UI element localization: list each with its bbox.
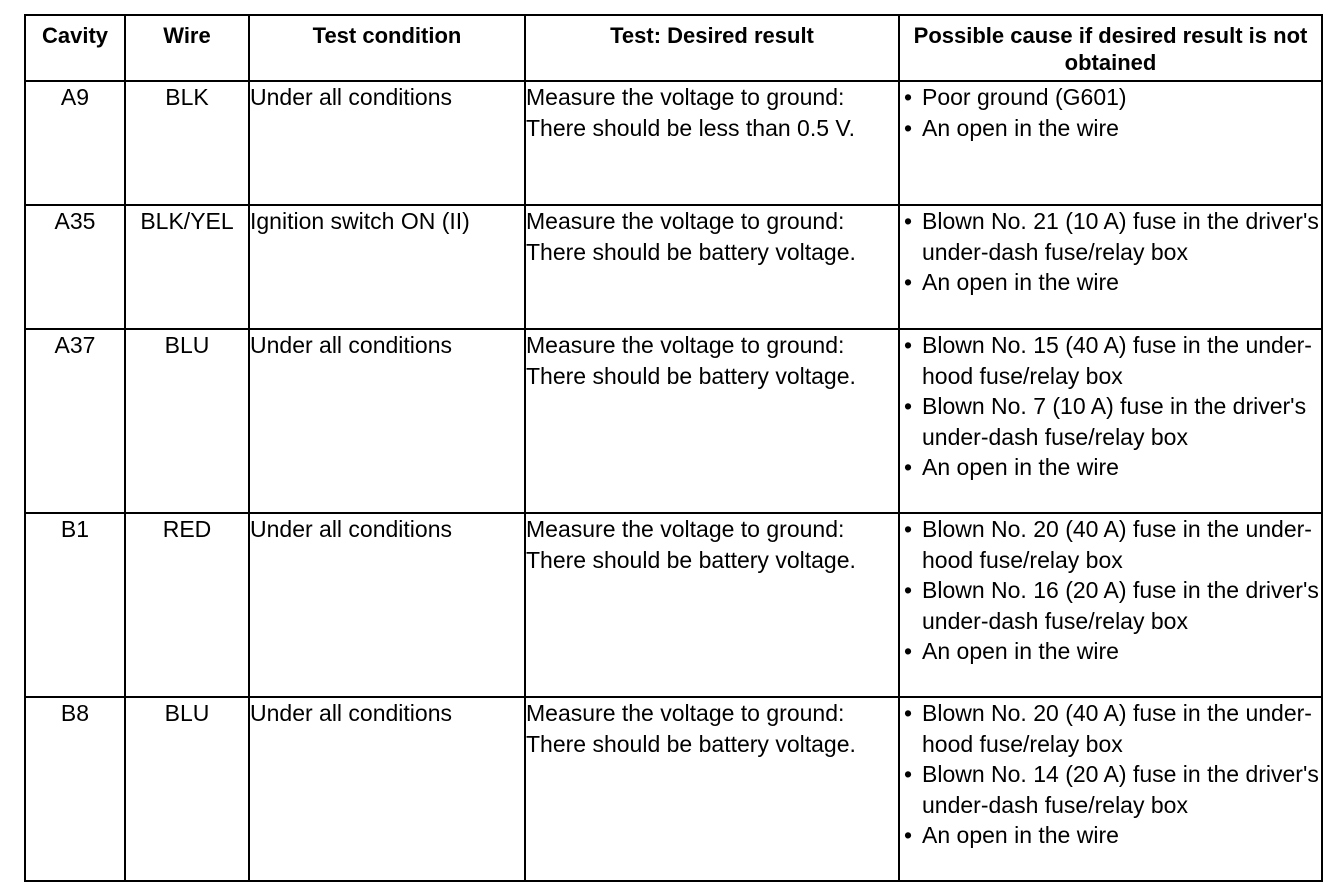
bullet-icon: • <box>903 822 913 848</box>
result-cell <box>525 513 899 697</box>
list-item: • Blown No. 14 (20 A) fuse in the driver's under-dash fuse/relay box <box>900 759 1321 820</box>
wire-cell: BLU <box>125 697 249 881</box>
cause-list <box>900 82 1321 143</box>
condition-cell: Under all conditions <box>249 697 525 881</box>
cause-cell <box>899 329 1322 513</box>
bullet-icon: • <box>903 700 913 726</box>
result-instruction: Measure the voltage to ground: <box>526 208 845 234</box>
result-expected: There should be battery voltage. <box>526 238 856 265</box>
result-instruction: Measure the voltage to ground: <box>526 516 845 542</box>
wire-cell: RED <box>125 513 249 697</box>
result-instruction: Measure the voltage to ground: <box>526 700 845 726</box>
cause-cell <box>899 81 1322 205</box>
condition-cell: Ignition switch ON (II) <box>249 205 525 329</box>
header-wire: Wire <box>125 15 249 81</box>
result-instruction: Measure the voltage to ground: <box>526 84 845 110</box>
result-cell <box>525 81 899 205</box>
bullet-icon: • <box>903 84 913 110</box>
condition-cell: Under all conditions <box>249 513 525 697</box>
bullet-icon: • <box>903 393 913 419</box>
cause-list <box>900 698 1321 851</box>
diagnostic-table <box>24 14 1323 882</box>
cause-list <box>900 206 1321 298</box>
bullet-icon: • <box>903 332 913 358</box>
list-item: • Blown No. 20 (40 A) fuse in the under-hood fuse/relay box <box>900 698 1321 759</box>
bullet-icon: • <box>903 208 913 234</box>
bullet-icon: • <box>903 638 913 664</box>
condition-cell: Under all conditions <box>249 329 525 513</box>
table-row <box>25 205 1322 329</box>
result-cell <box>525 329 899 513</box>
wire-cell: BLK <box>125 81 249 205</box>
list-item: • Blown No. 15 (40 A) fuse in the under-hood fuse/relay box <box>900 330 1321 391</box>
table-row <box>25 513 1322 697</box>
table-row <box>25 81 1322 205</box>
table-row <box>25 329 1322 513</box>
list-item: • Poor ground (G601) <box>900 82 1321 113</box>
list-item: • An open in the wire <box>900 267 1321 298</box>
result-expected: There should be battery voltage. <box>526 546 856 573</box>
bullet-icon: • <box>903 761 913 787</box>
cause-cell <box>899 697 1322 881</box>
bullet-icon: • <box>903 577 913 603</box>
result-cell <box>525 205 899 329</box>
cause-list <box>900 514 1321 667</box>
table-row <box>25 697 1322 881</box>
result-expected: There should be less than 0.5 V. <box>526 114 856 141</box>
list-item: • An open in the wire <box>900 820 1321 851</box>
wire-cell: BLK/YEL <box>125 205 249 329</box>
cause-cell <box>899 205 1322 329</box>
bullet-icon: • <box>903 516 913 542</box>
list-item: • Blown No. 7 (10 A) fuse in the driver's under-dash fuse/relay box <box>900 391 1321 452</box>
header-desired-result: Test: Desired result <box>525 15 899 81</box>
header-cavity: Cavity <box>25 15 125 81</box>
list-item: • Blown No. 16 (20 A) fuse in the driver's under-dash fuse/relay box <box>900 575 1321 636</box>
cavity-cell: A37 <box>25 329 125 513</box>
list-item: • An open in the wire <box>900 636 1321 667</box>
result-expected: There should be battery voltage. <box>526 362 856 389</box>
result-instruction: Measure the voltage to ground: <box>526 332 845 358</box>
bullet-icon: • <box>903 454 913 480</box>
bullet-icon: • <box>903 114 913 141</box>
list-item: • An open in the wire <box>900 113 1321 144</box>
condition-cell: Under all conditions <box>249 81 525 205</box>
cavity-cell: B8 <box>25 697 125 881</box>
bullet-icon: • <box>903 269 913 295</box>
cavity-cell: A35 <box>25 205 125 329</box>
result-expected: There should be battery voltage. <box>526 730 856 757</box>
list-item: • Blown No. 21 (10 A) fuse in the driver's under-dash fuse/relay box <box>900 206 1321 267</box>
header-row <box>25 15 1322 81</box>
cause-cell <box>899 513 1322 697</box>
list-item: • Blown No. 20 (40 A) fuse in the under-hood fuse/relay box <box>900 514 1321 575</box>
header-possible-cause: Possible cause if desired result is not obtained <box>899 15 1322 81</box>
result-cell <box>525 697 899 881</box>
wire-cell: BLU <box>125 329 249 513</box>
cause-list <box>900 330 1321 483</box>
header-test-condition: Test condition <box>249 15 525 81</box>
cavity-cell: B1 <box>25 513 125 697</box>
cavity-cell: A9 <box>25 81 125 205</box>
list-item: • An open in the wire <box>900 452 1321 483</box>
